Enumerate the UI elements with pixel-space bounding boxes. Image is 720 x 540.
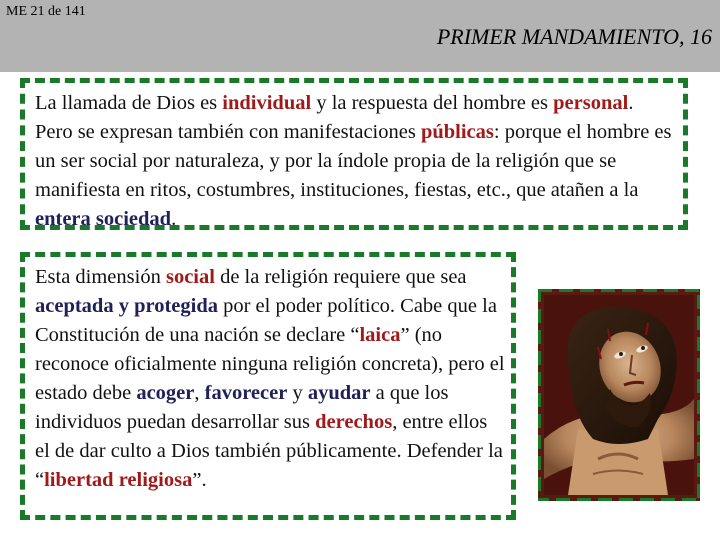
text-run: y xyxy=(287,382,308,404)
text-run: y la respuesta del hombre es xyxy=(311,92,554,114)
text-run: , entre ellos el de dar culto a Dios también públicamente. Defender la “ xyxy=(35,411,503,491)
text-run: , xyxy=(194,382,205,404)
emphasis-entera-sociedad: entera sociedad xyxy=(35,208,172,230)
text-box-top xyxy=(20,78,688,230)
slide-title: PRIMER MANDAMIENTO, 16 xyxy=(436,24,712,49)
text-run: : porque el hombre es un ser social por naturaleza, y por la índole propia de la religión que se manifiesta en ritos, costumbres, instituciones, fiestas, etc., que atañen a la xyxy=(35,121,672,201)
text-run: ”. xyxy=(192,469,207,491)
emphasis-ayudar: ayudar xyxy=(307,382,371,404)
emphasis-acoger: acoger xyxy=(136,382,195,404)
text-box-bottom xyxy=(20,252,516,520)
emphasis-aceptada-protegida: aceptada y protegida xyxy=(35,295,218,317)
text-run: La llamada de Dios es xyxy=(35,92,223,114)
text-run: a que los individuos puedan desarrollar sus xyxy=(35,382,449,433)
paragraph-social xyxy=(35,263,505,495)
crucifix-image xyxy=(538,289,700,501)
emphasis-publicas: públicas xyxy=(420,121,494,143)
text-run: . Pero se expresan también con manifestaciones xyxy=(35,92,634,143)
text-run: por el poder político. Cabe que la Constitución de una nación se declare “ xyxy=(35,295,497,346)
emphasis-personal: personal xyxy=(553,92,629,114)
text-run: de la religión requiere que sea xyxy=(214,266,467,288)
emphasis-social: social xyxy=(165,266,215,288)
slide-counter: ME 21 de 141 xyxy=(6,4,86,19)
text-run: ” (no reconoce oficialmente ninguna religión concreta), pero el estado debe xyxy=(35,324,505,404)
emphasis-derechos: derechos xyxy=(315,411,393,433)
emphasis-libertad-religiosa: libertad religiosa xyxy=(44,469,193,491)
text-run: Esta dimensión xyxy=(35,266,166,288)
text-run: . xyxy=(171,208,177,230)
emphasis-individual: individual xyxy=(222,92,312,114)
emphasis-laica: laica xyxy=(359,324,401,346)
emphasis-favorecer: favorecer xyxy=(204,382,288,404)
paragraph-calling xyxy=(35,89,675,234)
slide-header xyxy=(0,0,720,72)
